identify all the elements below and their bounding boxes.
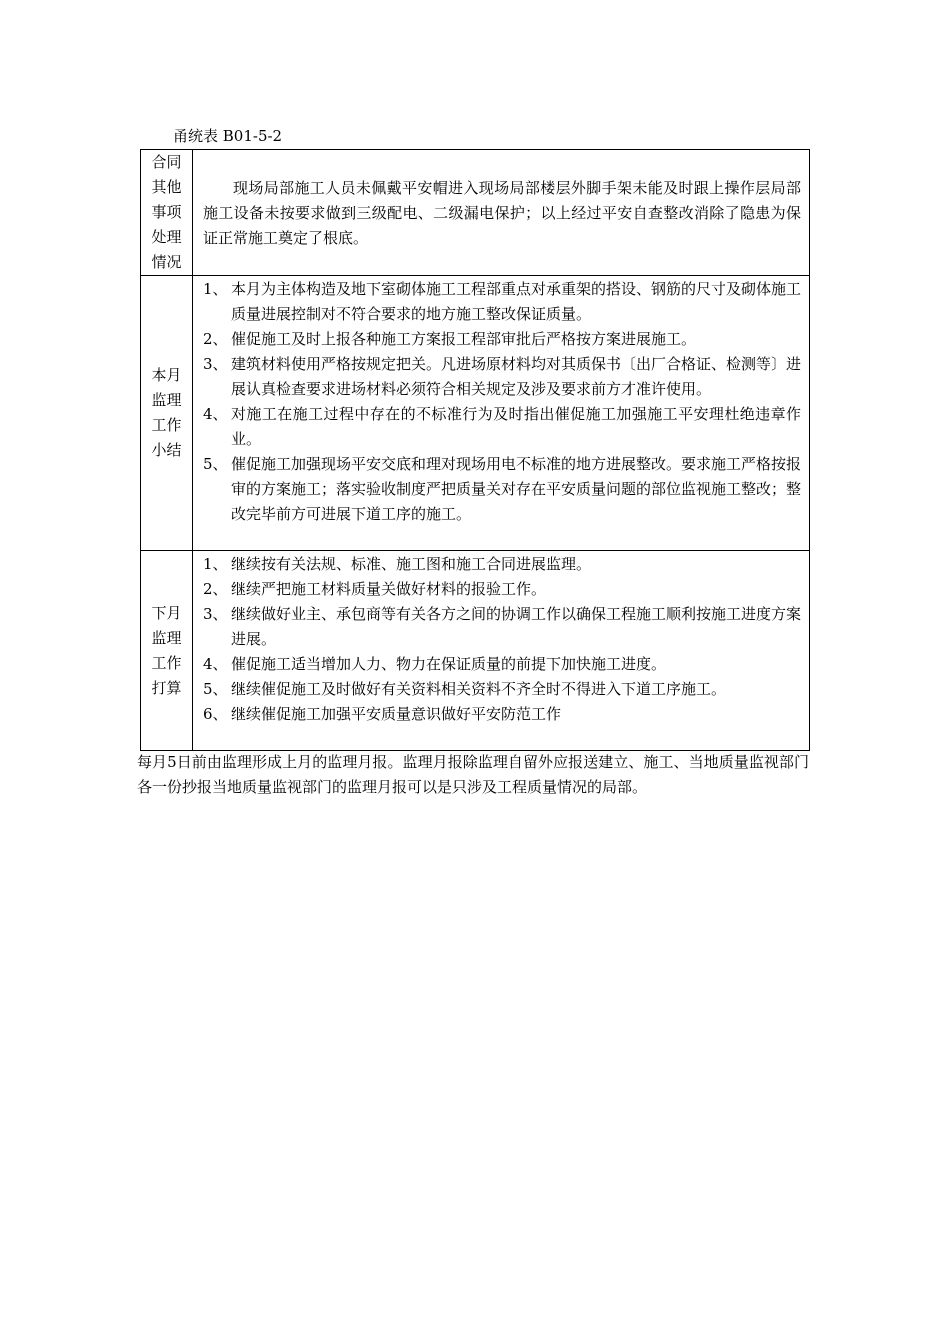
row-label-cell bbox=[141, 551, 193, 751]
row-label-next-month-plan: 下月监理工作打算 bbox=[151, 603, 182, 697]
list-item-text: 催促施工及时上报各种施工方案报工程部审批后严格按方案进展施工。 bbox=[231, 330, 697, 348]
row-label-cell bbox=[141, 276, 193, 551]
list-item-number: 2、 bbox=[203, 330, 228, 348]
list-item-number: 5、 bbox=[203, 680, 228, 698]
list-item-text: 催促施工适当增加人力、物力在保证质量的前提下加快施工进度。 bbox=[231, 655, 667, 673]
list-item bbox=[203, 552, 801, 577]
row-content-cell bbox=[193, 150, 810, 276]
list-item-number: 3、 bbox=[203, 355, 228, 373]
list-item-text: 继续严把施工材料质量关做好材料的报验工作。 bbox=[231, 580, 547, 598]
list-item-text: 建筑材料使用严格按规定把关。凡进场原材料均对其质保书〔出厂合格证、检测等〕进展认真检查要求进场材料必须符合相关规定及涉及要求前方才准许使用。 bbox=[231, 355, 802, 398]
list-item-number: 1、 bbox=[203, 280, 228, 298]
other-matters-text: 现场局部施工人员未佩戴平安帽进入现场局部楼层外脚手架未能及时跟上操作层局部施工设备未按要求做到三级配电、二级漏电保护；以上经过平安自查整改消除了隐患为保证正常施工奠定了根底。 bbox=[203, 179, 801, 247]
row-content-cell bbox=[193, 276, 810, 551]
row-content-cell bbox=[193, 551, 810, 751]
footnote: 每月5日前由监理形成上月的监理月报。监理月报除监理自留外应报送建立、施工、当地质量监视部门各一份抄报当地质量监视部门的监理月报可以是只涉及工程质量情况的局部。 bbox=[137, 753, 809, 796]
list-item bbox=[203, 352, 801, 402]
list-item-text: 继续催促施工加强平安质量意识做好平安防范工作 bbox=[231, 705, 562, 723]
list-item-number: 3、 bbox=[203, 605, 228, 623]
row-label-month-summary: 本月监理工作小结 bbox=[151, 366, 182, 459]
list-item bbox=[203, 602, 801, 652]
row-label-cell bbox=[141, 150, 193, 276]
list-item-text: 对施工在施工过程中存在的不标准行为及时指出催促施工加强施工平安理杜绝违章作业。 bbox=[231, 405, 801, 448]
list-item bbox=[203, 402, 801, 452]
list-item-text: 本月为主体构造及地下室砌体施工工程部重点对承重架的搭设、钢筋的尺寸及砌体施工质量进展控制对不符合要求的地方施工整改保证质量。 bbox=[231, 280, 802, 323]
list-item-number: 5、 bbox=[203, 455, 228, 473]
next-month-plan-list bbox=[203, 552, 801, 727]
list-item-number: 6、 bbox=[203, 705, 228, 723]
list-item bbox=[203, 677, 801, 702]
list-item-text: 继续做好业主、承包商等有关各方之间的协调工作以确保工程施工顺利按施工进度方案进展。 bbox=[231, 605, 802, 648]
table-row-next-month-plan bbox=[141, 551, 810, 751]
list-item-text: 继续按有关法规、标准、施工图和施工合同进展监理。 bbox=[231, 555, 592, 573]
list-item-number: 4、 bbox=[203, 655, 228, 673]
list-item bbox=[203, 702, 801, 727]
list-item bbox=[203, 277, 801, 327]
list-item bbox=[203, 652, 801, 677]
table-row-other-matters bbox=[141, 150, 810, 276]
table-row-month-summary bbox=[141, 276, 810, 551]
list-item-number: 2、 bbox=[203, 580, 228, 598]
row-label-other-matters: 合同其他事项处理情况 bbox=[151, 153, 182, 271]
list-item bbox=[203, 327, 801, 352]
list-item-text: 继续催促施工及时做好有关资料相关资料不齐全时不得进入下道工序施工。 bbox=[231, 680, 727, 698]
list-item-text: 催促施工加强现场平安交底和理对现场用电不标准的地方进展整改。要求施工严格按报审的方案施工；落实验收制度严把质量关对存在平安质量问题的部位监视施工整改；整改完毕前方可进展下道工序的施工。 bbox=[231, 455, 802, 523]
list-item bbox=[203, 452, 801, 527]
list-item-number: 1、 bbox=[203, 555, 228, 573]
list-item-number: 4、 bbox=[203, 405, 228, 423]
report-table bbox=[140, 149, 810, 751]
document-code: 甬统表 B01-5-2 bbox=[173, 127, 283, 145]
month-summary-list bbox=[203, 277, 801, 527]
list-item bbox=[203, 577, 801, 602]
